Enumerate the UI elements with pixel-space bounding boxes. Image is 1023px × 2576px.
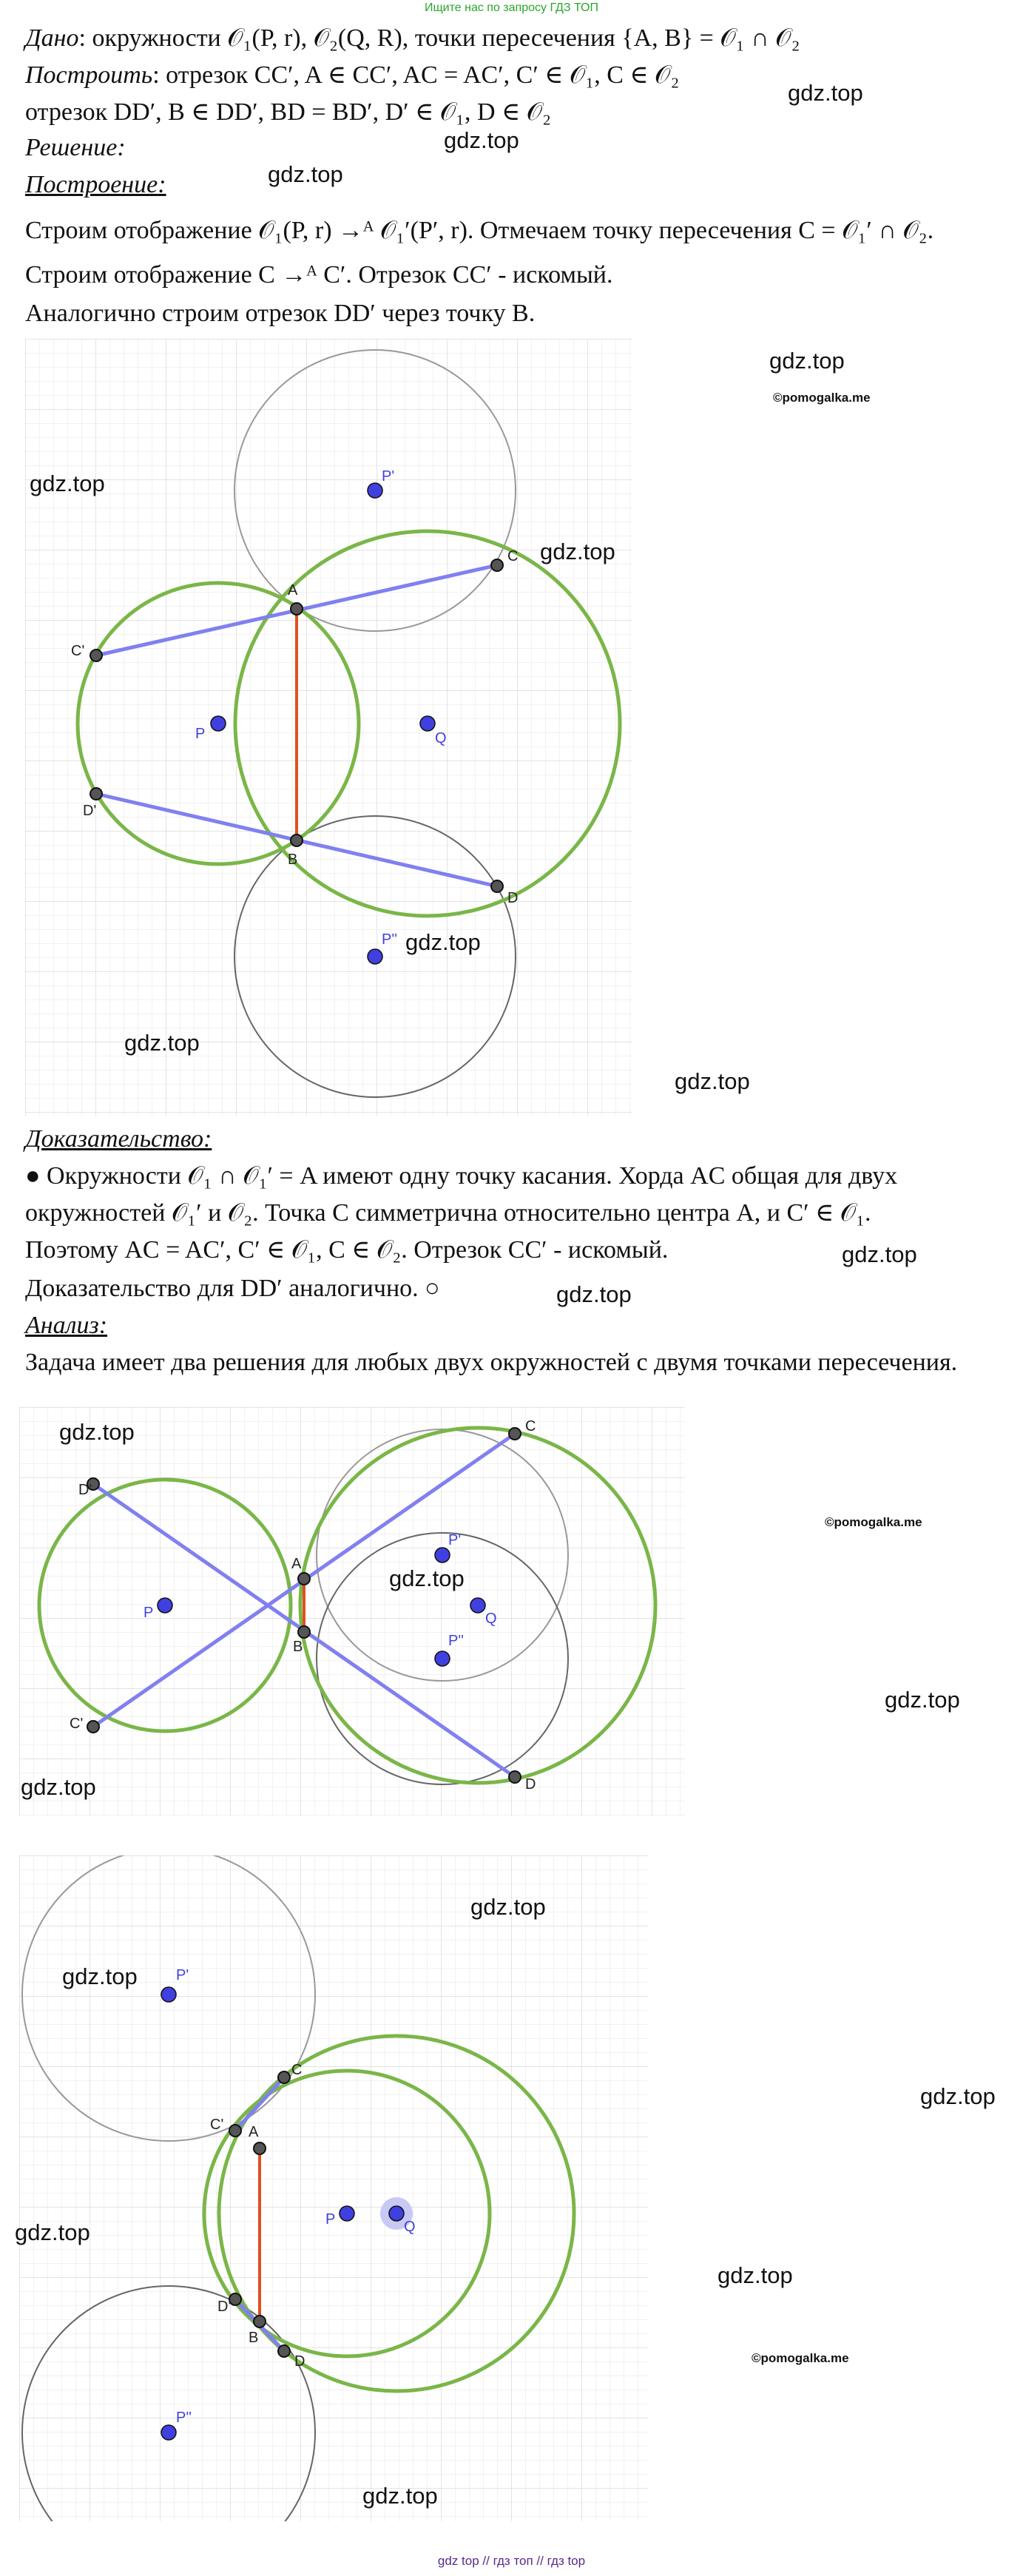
watermark: gdz.top <box>842 1241 917 1267</box>
label-a: A <box>288 582 298 599</box>
watermark: gdz.top <box>15 2219 90 2245</box>
point-d-prime <box>90 788 102 800</box>
figure-1 <box>25 339 676 1116</box>
label-b: B <box>249 2330 259 2346</box>
proof-line-3: Поэтому AC = AC′, C′ ∈ 𝒪₁, C ∈ 𝒪₂. Отрезок CC′ - искомый. <box>25 1236 669 1264</box>
proof-label: Доказательство: <box>25 1125 212 1153</box>
center-p-double-prime <box>435 1651 450 1666</box>
construction-label: Построение: <box>25 171 166 198</box>
top-banner[interactable]: Ищите нас по запросу ГДЗ ТОП <box>425 1 598 14</box>
label-c-prime: C' <box>71 643 85 659</box>
label-p-prime: P' <box>382 468 395 485</box>
label-p-double-prime: P'' <box>176 2410 192 2426</box>
label-q: Q <box>435 730 447 746</box>
label-d: D <box>525 1776 536 1793</box>
point-d-prime <box>229 2293 241 2305</box>
proof-line-2: окружностей 𝒪₁′ и 𝒪₂. Точка C симметрична относительно центра A, и C′ ∈ 𝒪₁. <box>25 1199 871 1227</box>
label-c: C <box>291 2062 303 2078</box>
watermark: gdz.top <box>362 2483 438 2509</box>
point-d <box>509 1771 521 1783</box>
watermark: gdz.top <box>21 1774 96 1800</box>
label-a: A <box>249 2124 259 2140</box>
point-c <box>509 1428 521 1440</box>
label-d: D <box>294 2353 305 2370</box>
given-line-3: отрезок DD′, B ∈ DD′, BD = BD′, D′ ∈ 𝒪₁, D ∈ 𝒪₂ <box>25 98 552 126</box>
center-p <box>340 2206 354 2221</box>
pomogalka-mark: ©pomogalka.me <box>825 1515 922 1529</box>
label-d-prime: D' <box>78 1482 92 1498</box>
proof-line-1: ● Окружности 𝒪₁ ∩ 𝒪₁′ = A имеют одну точку касания. Хорда AC общая для двух <box>25 1162 898 1190</box>
label-q: Q <box>485 1611 497 1627</box>
watermark: gdz.top <box>470 1894 546 1920</box>
pomogalka-mark: ©pomogalka.me <box>752 2351 849 2365</box>
point-b <box>291 834 303 846</box>
given-line-2 <box>25 59 679 92</box>
watermark: gdz.top <box>389 1565 465 1591</box>
watermark: gdz.top <box>675 1068 750 1094</box>
label-p-double-prime: P'' <box>448 1633 464 1649</box>
figure-3 <box>19 1855 655 2521</box>
watermark: gdz.top <box>124 1030 200 1056</box>
given-text-2: : отрезок CC′, A ∈ CC′, AC = AC′, C′ ∈ 𝒪₁, C ∈ 𝒪₂ <box>152 61 680 89</box>
label-b: B <box>293 1639 303 1655</box>
watermark: gdz.top <box>788 80 863 106</box>
watermark: gdz.top <box>920 2083 996 2109</box>
solution-label: Решение: <box>25 134 126 161</box>
center-q <box>389 2206 404 2221</box>
point-b <box>298 1626 310 1638</box>
build-label: Построить <box>25 61 153 89</box>
watermark: gdz.top <box>62 1963 138 1989</box>
given-label: Дано <box>25 24 79 52</box>
label-p-double-prime: P'' <box>382 931 397 948</box>
center-p <box>158 1598 172 1613</box>
footer-links[interactable]: gdz top // гдз топ // гдз top <box>437 2554 586 2568</box>
watermark: gdz.top <box>540 539 615 564</box>
construction-line-3: Аналогично строим отрезок DD′ через точку B. <box>25 300 536 327</box>
given-text-1: : окружности 𝒪₁(P, r), 𝒪₂(Q, R), точки пересечения {A, B} = 𝒪₁ ∩ 𝒪₂ <box>78 24 800 52</box>
center-p-double-prime <box>161 2425 176 2440</box>
center-p <box>211 716 226 731</box>
watermark: gdz.top <box>718 2262 793 2288</box>
label-b: B <box>288 852 298 868</box>
label-d-prime: D' <box>83 803 97 819</box>
label-c-prime: C' <box>70 1716 84 1732</box>
label-c: C <box>507 548 519 564</box>
watermark: gdz.top <box>444 127 519 153</box>
watermark: gdz.top <box>405 929 481 955</box>
watermark: gdz.top <box>769 348 845 374</box>
label-p-prime: P' <box>448 1532 462 1548</box>
center-p-prime <box>161 1987 176 2002</box>
center-p-prime <box>435 1548 450 1562</box>
label-q: Q <box>404 2219 416 2235</box>
point-b <box>254 2316 266 2327</box>
watermark: gdz.top <box>556 1281 632 1307</box>
label-c: C <box>525 1418 536 1434</box>
center-p-double-prime <box>368 949 382 964</box>
label-p: P <box>195 726 206 742</box>
point-c-prime <box>229 2125 241 2137</box>
figure-2 <box>19 1407 685 1815</box>
label-d: D <box>507 890 519 906</box>
watermark: gdz.top <box>885 1687 960 1713</box>
point-c-prime <box>90 650 102 661</box>
label-c-prime: C' <box>210 2117 224 2133</box>
center-q <box>420 716 435 731</box>
watermark: gdz.top <box>268 161 343 187</box>
analysis-label: Анализ: <box>25 1312 108 1339</box>
point-c <box>491 559 503 571</box>
point-a <box>298 1573 310 1585</box>
construction-line-1: Строим отображение 𝒪₁(P, r) →ᴬ 𝒪₁′(P′, r). Отмечаем точку пересечения C = 𝒪₁′ ∩ 𝒪₂. <box>25 217 934 244</box>
label-d-prime: D' <box>217 2299 232 2315</box>
point-d <box>278 2345 290 2357</box>
construction-line-2: Строим отображение C →ᴬ C′. Отрезок CC′ - искомый. <box>25 261 613 289</box>
watermark: gdz.top <box>30 471 105 496</box>
label-a: A <box>291 1556 302 1572</box>
point-a <box>254 2142 266 2154</box>
point-c-prime <box>87 1721 99 1733</box>
point-c <box>278 2071 290 2083</box>
point-a <box>291 603 303 615</box>
point-d <box>491 880 503 892</box>
label-p: P <box>325 2211 336 2228</box>
pomogalka-mark: ©pomogalka.me <box>773 391 871 405</box>
center-p-prime <box>368 483 382 498</box>
center-q <box>470 1598 485 1613</box>
proof-line-4: Доказательство для DD′ аналогично. ○ <box>25 1275 440 1302</box>
analysis-line-1: Задача имеет два решения для любых двух окружностей с двумя точками пересечения. <box>25 1349 958 1376</box>
label-p: P <box>144 1605 154 1621</box>
given-line-1 <box>25 22 800 55</box>
watermark: gdz.top <box>59 1419 135 1445</box>
label-p-prime: P' <box>176 1967 189 1983</box>
